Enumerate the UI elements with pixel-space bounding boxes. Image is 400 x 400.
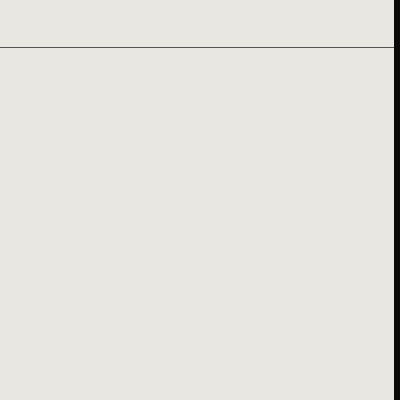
film-edge bbox=[394, 0, 400, 400]
